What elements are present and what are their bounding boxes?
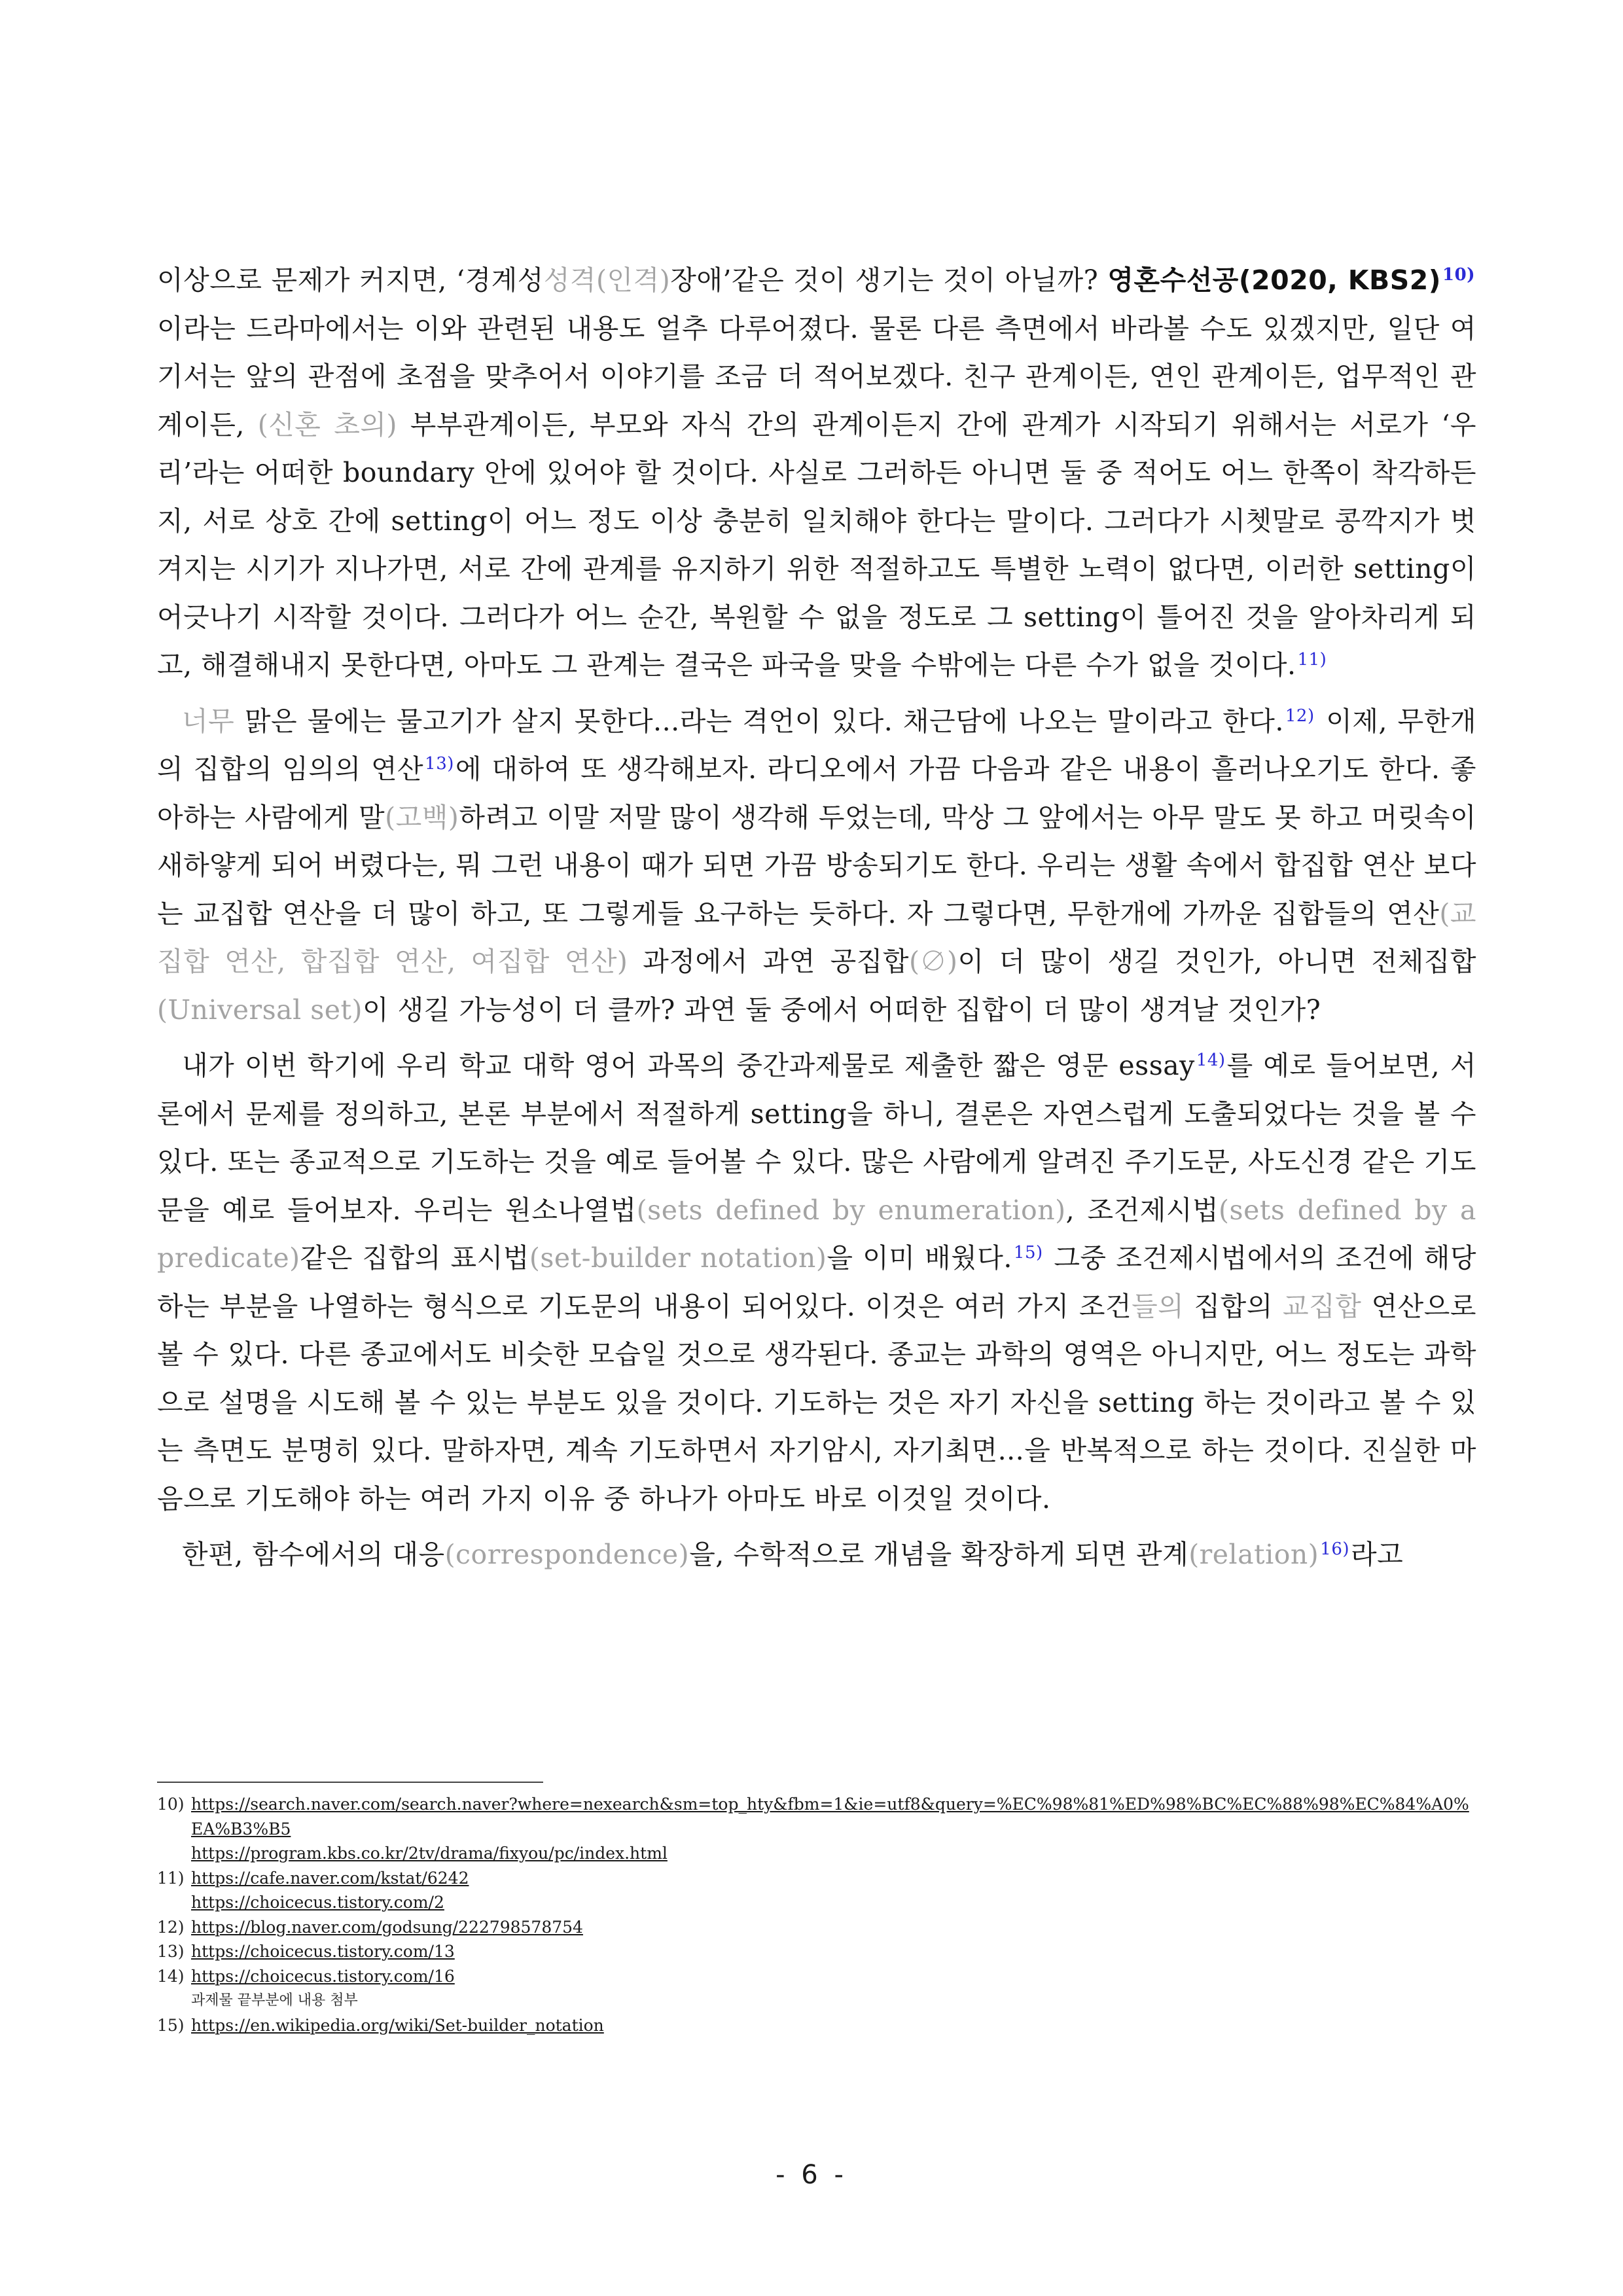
text: 이라는 드라마에서는 이와 관련된 내용도 얼추 다루어졌다. 물론 다른 측면에서 바라볼 수도 있겠지만, 일단 여기서는 앞의 관점에 초점을 맞추어서 이야기를 조금 더 적어보겠다. 친구 관계이든, 연인 관계이든, 업무적인 관계이든,: [157, 312, 1476, 440]
footnote-content: [191, 2013, 1476, 2038]
faded-text: (교집합 연산, 합집합 연산, 여집합 연산): [157, 897, 1476, 977]
text: 이 더 많이 생길 것인가, 아니면 전체집합: [957, 946, 1476, 977]
text: 하려고 이말 저말 많이 생각해 두었는데, 막상 그 앞에서는 아무 말도 못 하고 머릿속이 새하얗게 되어 버렸다는, 뭐 그런 내용이 때가 되면 가끔 방송되기도 한다. 우리는 생활 속에서 합집합 연산 보다는 교집합 연산을 더 많이 하고, 또 그렇게들 요구하는 듯하다. 자 그렇다면, 무한개에 가까운 집합들의 연산: [157, 801, 1476, 929]
footnote-link[interactable]: https://program.kbs.co.kr/2tv/drama/fixyou/pc/index.html: [191, 1844, 668, 1863]
footnote-ref-16[interactable]: 16): [1320, 1539, 1350, 1559]
faded-text: (sets defined by enumeration): [636, 1194, 1066, 1226]
footnote-12: [157, 1915, 1476, 1940]
faded-text: 들의: [1132, 1290, 1185, 1322]
drama-year: (2020, KBS2): [1238, 264, 1442, 296]
text: 을 이미 배웠다.: [827, 1242, 1012, 1274]
footnote-ref-13[interactable]: 13): [425, 754, 454, 774]
footnote-content: [191, 1792, 1476, 1866]
footnote-10: [157, 1792, 1476, 1866]
footnote-content: [191, 1915, 1476, 1940]
text: , 조건제시법: [1065, 1194, 1219, 1226]
faded-text: (correspondence): [444, 1539, 690, 1570]
paragraph-4: [157, 1531, 1476, 1579]
footnote-ref-15[interactable]: 15): [1013, 1243, 1043, 1263]
footnote-link[interactable]: https://cafe.naver.com/kstat/6242: [191, 1868, 469, 1888]
page-number: - 6 -: [776, 2160, 847, 2190]
footnote-number: 10): [157, 1795, 185, 1814]
footnotes: [157, 1792, 1476, 2037]
footnote-number: 15): [157, 2015, 185, 2035]
footnote-ref-11[interactable]: 11): [1297, 650, 1327, 670]
text: 이제, 무한개의 집합의 임의의 연산: [157, 705, 1476, 785]
footnote-ref-14[interactable]: 14): [1196, 1050, 1226, 1070]
paragraph-1: [157, 257, 1476, 690]
footnote-divider: [157, 1782, 543, 1783]
text: 부부관계이든, 부모와 자식 간의 관계이든지 간에 관계가 시작되기 위해서는 서로가 ‘우리’라는 어떠한 boundary 안에 있어야 할 것이다. 사실로 그러하든 아니면 둘 중 적어도 어느 한쪽이 착각하든지, 서로 상호 간에 setting이 어느 정도 이상 충분히 일치해야 한다는 말이다. 그러다가 시쳇말로 콩깍지가 벗겨지는 시기가 지나가면, 서로 간에 관계를 유지하기 위한 적절하고도 특별한 노력이 없다면, 이러한 setting이 어긋나기 시작할 것이다. 그러다가 어느 순간, 복원할 수 없을 정도로 그 setting이 틀어진 것을 알아차리게 되고, 해결해내지 못한다면, 아마도 그 관계는 결국은 파국을 맞을 수밖에는 다른 수가 없을 것이다.: [157, 408, 1477, 681]
faded-text: (set-builder notation): [529, 1242, 827, 1274]
text: 내가 이번 학기에 우리 학교 대학 영어 과목의 중간과제물로 제출한 짧은 영문 essay: [182, 1050, 1195, 1081]
text: 에 대하여 또 생각해보자. 라디오에서 가끔 다음과 같은 내용이 흘러나오기도 한다. 좋아하는 사람에게 말: [157, 753, 1476, 833]
text: 한편, 함수에서의 대응: [182, 1539, 445, 1570]
text: 을, 수학적으로 개념을 확장하게 되면 관계: [689, 1539, 1189, 1570]
footnote-11: [157, 1866, 1476, 1915]
faded-text: (신혼 초의): [257, 408, 397, 440]
faded-text: (고백): [385, 801, 459, 833]
text: 라고: [1351, 1539, 1404, 1570]
drama-title: 영혼수선공: [1107, 264, 1239, 296]
paragraph-2: [157, 698, 1476, 1035]
footnote-link[interactable]: https://en.wikipedia.org/wiki/Set-builder_notation: [191, 2015, 604, 2035]
faded-text: (∅): [909, 946, 958, 977]
footnote-number: 12): [157, 1917, 185, 1937]
paragraph-3: [157, 1042, 1476, 1523]
footnote-number: 13): [157, 1942, 185, 1961]
faded-text: (sets defined by a predicate): [157, 1194, 1477, 1274]
text: 그중 조건제시법에서의 조건에 해당하는 부분을 나열하는 형식으로 기도문의 내용이 되어있다. 이것은 여러 가지 조건: [157, 1242, 1476, 1322]
text: 를 예로 들어보면, 서론에서 문제를 정의하고, 본론 부분에서 적절하게 setting을 하니, 결론은 자연스럽게 도출되었다는 것을 볼 수 있다. 또는 종교적으로 기도하는 것을 예로 들어볼 수 있다. 많은 사람에게 알려진 주기도문, 사도신경 같은 기도문을 예로 들어보자. 우리는 원소나열법: [157, 1050, 1476, 1226]
footnote-13: [157, 1939, 1476, 1964]
footnote-link[interactable]: https://search.naver.com/search.naver?where=nexearch&sm=top_hty&fbm=1&ie=utf8&query=%EC%98%81%ED%98%BC%EC%88%98%EC%84%A0%EA%B3%B5: [191, 1795, 1469, 1839]
faded-text: (relation): [1188, 1539, 1319, 1570]
faded-text: 교집합: [1283, 1290, 1362, 1322]
faded-text: (Universal set): [157, 994, 363, 1026]
text: 장애’같은 것이 생기는 것이 아닐까?: [670, 264, 1108, 296]
body-text: [157, 257, 1476, 1587]
footnote-15: [157, 2013, 1476, 2038]
footnote-link[interactable]: https://choicecus.tistory.com/2: [191, 1893, 444, 1912]
text: 과정에서 과연 공집합: [628, 946, 909, 977]
footnote-14: [157, 1964, 1476, 2013]
text: 이상으로 문제가 커지면, ‘경계성: [157, 264, 544, 296]
text: 집합의: [1184, 1290, 1283, 1322]
footnote-number: 11): [157, 1868, 185, 1888]
footnote-link[interactable]: https://blog.naver.com/godsung/222798578754: [191, 1917, 583, 1937]
footnote-content: [191, 1866, 1476, 1915]
faded-text: 성격(인격): [543, 264, 671, 296]
footnote-ref-10[interactable]: 10): [1442, 265, 1475, 285]
text: 연산으로 볼 수 있다. 다른 종교에서도 비슷한 모습일 것으로 생각된다. 종교는 과학의 영역은 아니지만, 어느 정도는 과학으로 설명을 시도해 볼 수 있는 부분도 있을 것이다. 기도하는 것은 자기 자신을 setting 하는 것이라고 볼 수 있는 측면도 분명히 있다. 말하자면, 계속 기도하면서 자기암시, 자기최면...을 반복적으로 하는 것이다. 진실한 마음으로 기도해야 하는 여러 가지 이유 중 하나가 아마도 바로 이것일 것이다.: [157, 1290, 1476, 1515]
text: 같은 집합의 표시법: [300, 1242, 529, 1274]
footnote-content: [191, 1939, 1476, 1964]
footnote-content: [191, 1964, 1476, 2013]
footnote-ref-12[interactable]: 12): [1285, 706, 1315, 726]
footnote-link[interactable]: https://choicecus.tistory.com/13: [191, 1942, 455, 1961]
footnote-note: 과제물 끝부분에 내용 첨부: [191, 1992, 358, 2009]
footnote-number: 14): [157, 1966, 185, 1986]
faded-text: 너무: [182, 705, 235, 737]
footnote-link[interactable]: https://choicecus.tistory.com/16: [191, 1966, 455, 1986]
text: 이 생길 가능성이 더 클까? 과연 둘 중에서 어떠한 집합이 더 많이 생겨날 것인가?: [363, 994, 1321, 1026]
text: 맑은 물에는 물고기가 살지 못한다...라는 격언이 있다. 채근담에 나오는 말이라고 한다.: [234, 705, 1284, 737]
